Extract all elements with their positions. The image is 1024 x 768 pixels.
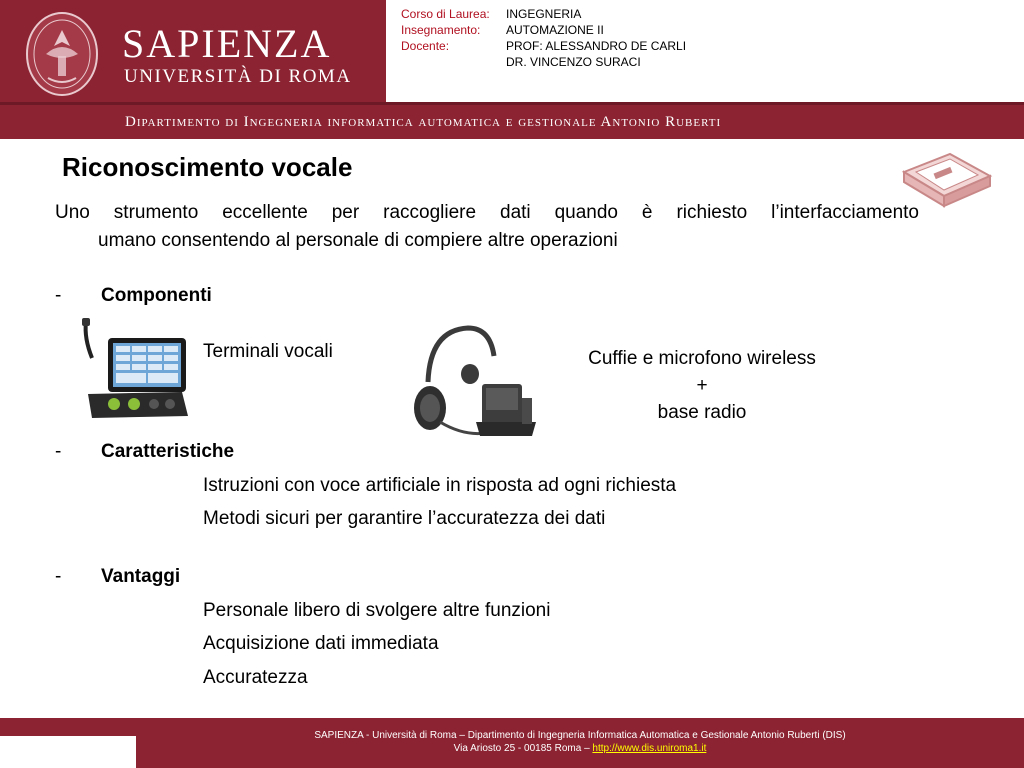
teacher-value: PROF: ALESSANDRO DE CARLI [506, 39, 687, 53]
bullet-componenti [55, 282, 212, 310]
footer-text [136, 729, 1024, 755]
footer-website-link[interactable]: http://www.dis.uniroma1.it [592, 743, 707, 754]
headset-caption-line: base radio [657, 402, 747, 423]
componenti-heading: Componenti [101, 285, 212, 306]
teacher-label-empty [401, 54, 506, 70]
intro-text-line1: Uno strumento eccellente per raccogliere dati quando è richiesto l’interfacciamento [55, 202, 919, 223]
subject-value: AUTOMAZIONE II [506, 23, 604, 37]
teacher-label: Docente: [401, 39, 450, 53]
course-info-row [401, 22, 686, 38]
footer-address: Via Ariosto 25 - 00185 Roma – [453, 743, 593, 754]
voice-terminal-icon [78, 318, 190, 422]
department-band [0, 102, 1024, 139]
bullet-vantaggi [55, 563, 180, 591]
brand-name: SAPIENZA [122, 21, 332, 66]
headset-icon [410, 322, 540, 444]
headset-caption-line: Cuffie e microfono wireless [588, 348, 816, 369]
course-value: INGEGNERIA [506, 7, 582, 21]
caratteristiche-heading: Caratteristiche [101, 441, 235, 462]
teacher2-value: DR. VINCENZO SURACI [506, 55, 641, 69]
bullet-dash: - [55, 566, 62, 587]
terminal-label: Terminali vocali [203, 341, 333, 362]
caratteristica-item: Metodi sicuri per garantire l’accuratezza dei dati [203, 508, 606, 529]
vantaggi-heading: Vantaggi [101, 566, 181, 587]
vantaggio-item: Personale libero di svolgere altre funzioni [203, 600, 551, 621]
course-info-row [401, 6, 686, 22]
header-brand-block [0, 0, 386, 102]
headset-caption-plus: + [696, 375, 708, 396]
course-info-row [401, 38, 686, 54]
footer-left-strip [0, 718, 136, 736]
subject-label: Insegnamento: [401, 23, 481, 37]
footer-line1: SAPIENZA - Università di Roma – Dipartimento di Ingegneria Informatica Automatica e Gestionale Antonio Ruberti (DIS) [314, 730, 846, 741]
footer-line2 [136, 742, 1024, 755]
bullet-caratteristiche [55, 438, 234, 466]
university-seal-icon [24, 10, 100, 98]
headset-caption [556, 345, 848, 426]
intro-text-line2: umano consentendo al personale di compiere altre operazioni [98, 230, 618, 251]
course-info-row [401, 54, 686, 70]
bullet-dash: - [55, 441, 62, 462]
course-info [401, 6, 686, 70]
bullet-dash: - [55, 285, 62, 306]
slide-title: Riconoscimento vocale [62, 152, 353, 182]
brand-subtitle: UNIVERSITÀ DI ROMA [124, 66, 352, 87]
course-label: Corso di Laurea: [401, 7, 490, 21]
vantaggio-item: Acquisizione dati immediata [203, 633, 439, 654]
vantaggio-item: Accuratezza [203, 667, 308, 688]
department-name: Dipartimento di Ingegneria informatica automatica e gestionale Antonio Ruberti [125, 114, 722, 130]
caratteristica-item: Istruzioni con voce artificiale in risposta ad ogni richiesta [203, 475, 677, 496]
